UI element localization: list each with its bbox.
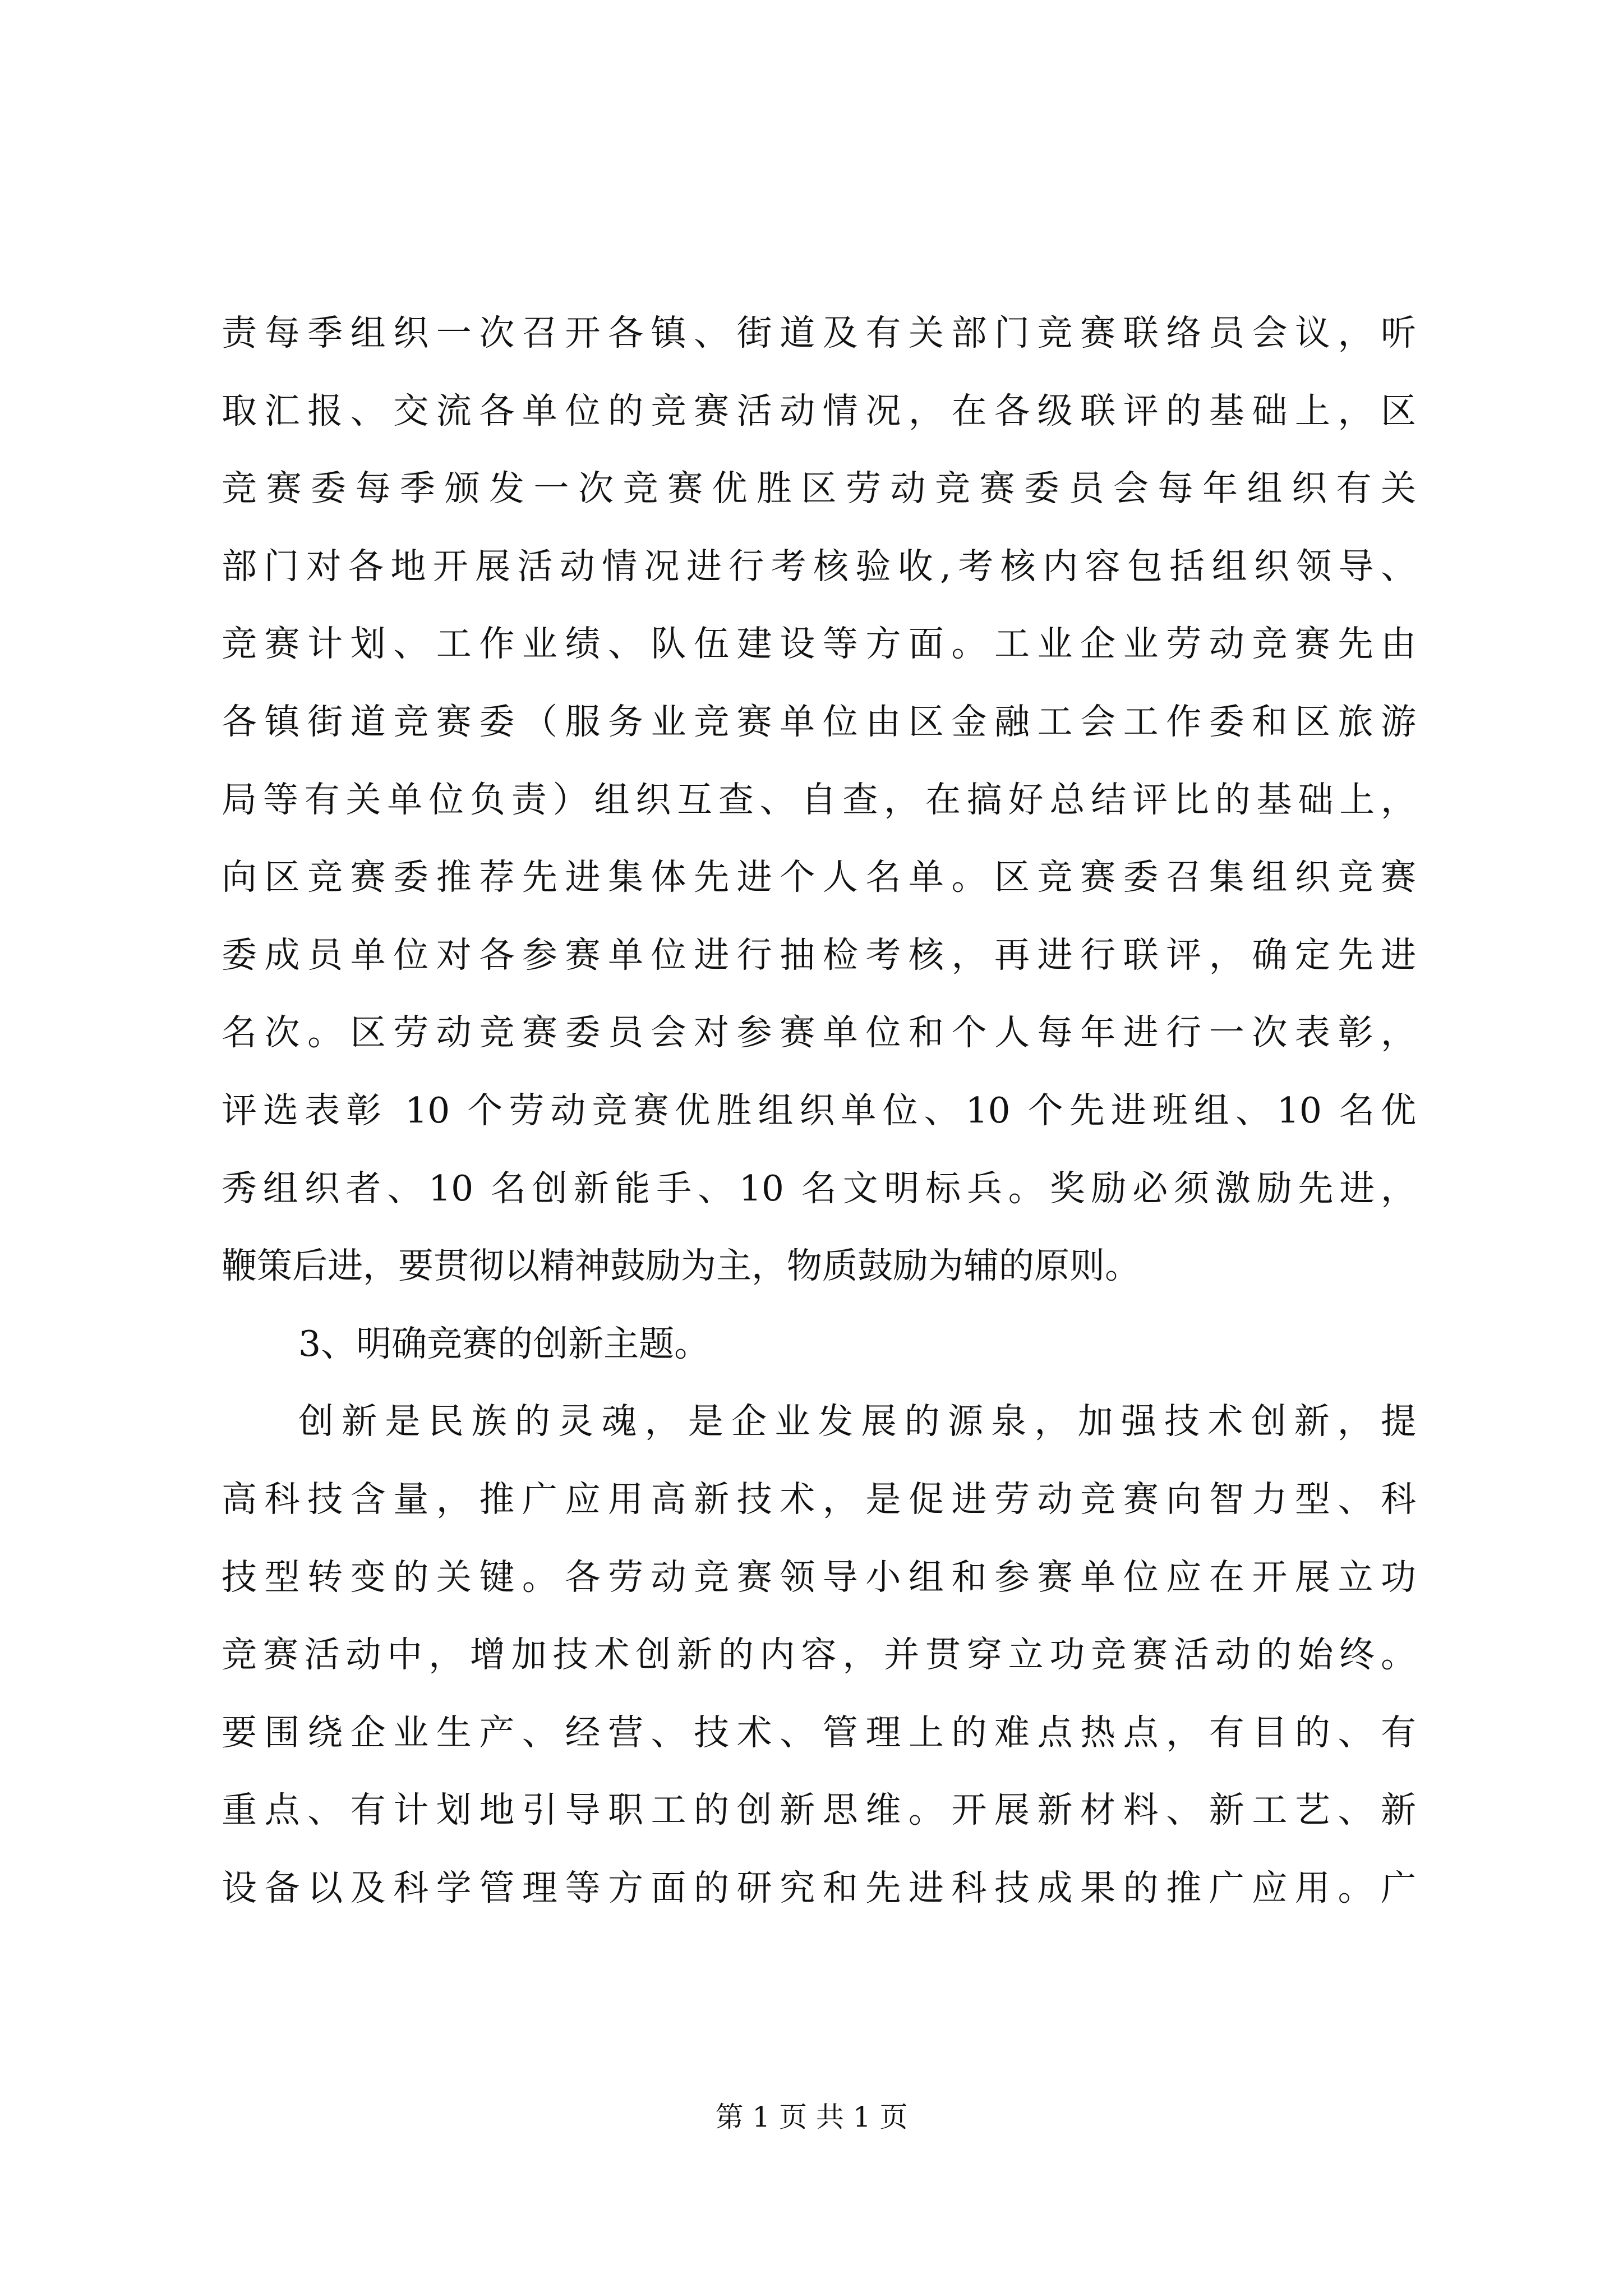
paragraph-line: 责每季组织一次召开各镇、街道及有关部门竞赛联络员会议，听: [222, 312, 1416, 353]
paragraph-line: 各镇街道竞赛委（服务业竞赛单位由区金融工会工作委和区旅游: [222, 701, 1416, 742]
paragraph-line: 取汇报、交流各单位的竞赛活动情况，在各级联评的基础上，区: [222, 390, 1416, 431]
paragraph-line: 评选表彰 10 个劳动竞赛优胜组织单位、10 个先进班组、10 名优: [222, 1089, 1416, 1131]
paragraph-line: 部门对各地开展活动情况进行考核验收,考核内容包括组织领导、: [222, 545, 1416, 587]
page-number-footer: 第 1 页 共 1 页: [715, 2101, 908, 2133]
paragraph-line: 鞭策后进，要贯彻以精神鼓励为主，物质鼓励为辅的原则。: [222, 1245, 1140, 1287]
paragraph-line: 创新是民族的灵魂，是企业发展的源泉，加强技术创新，提: [298, 1401, 1416, 1442]
paragraph-line: 重点、有计划地引导职工的创新思维。开展新材料、新工艺、新: [222, 1789, 1416, 1831]
paragraph-line: 要围绕企业生产、经营、技术、管理上的难点热点，有目的、有: [222, 1711, 1416, 1753]
paragraph-line: 秀组织者、10 名创新能手、10 名文明标兵。奖励必须激励先进，: [222, 1167, 1416, 1209]
paragraph-line: 名次。区劳动竞赛委员会对参赛单位和个人每年进行一次表彰，: [222, 1012, 1416, 1053]
paragraph-line: 竞赛计划、工作业绩、队伍建设等方面。工业企业劳动竞赛先由: [222, 623, 1416, 665]
paragraph-line: 局等有关单位负责）组织互查、自查，在搞好总结评比的基础上，: [222, 779, 1416, 820]
paragraph-line: 设备以及科学管理等方面的研究和先进科技成果的推广应用。广: [222, 1867, 1416, 1908]
paragraph-line: 竞赛活动中，增加技术创新的内容，并贯穿立功竞赛活动的始终。: [222, 1634, 1416, 1676]
section-heading: 3、明确竞赛的创新主题。: [298, 1323, 710, 1364]
paragraph-line: 向区竞赛委推荐先进集体先进个人名单。区竞赛委召集组织竞赛: [222, 857, 1416, 898]
paragraph-line: 委成员单位对各参赛单位进行抽检考核，再进行联评，确定先进: [222, 934, 1416, 976]
paragraph-line: 技型转变的关键。各劳动竞赛领导小组和参赛单位应在开展立功: [222, 1556, 1416, 1598]
body-text: [222, 295, 1416, 1927]
paragraph-line: 竞赛委每季颁发一次竞赛优胜区劳动竞赛委员会每年组织有关: [222, 468, 1416, 509]
paragraph-line: 高科技含量，推广应用高新技术，是促进劳动竞赛向智力型、科: [222, 1478, 1416, 1520]
